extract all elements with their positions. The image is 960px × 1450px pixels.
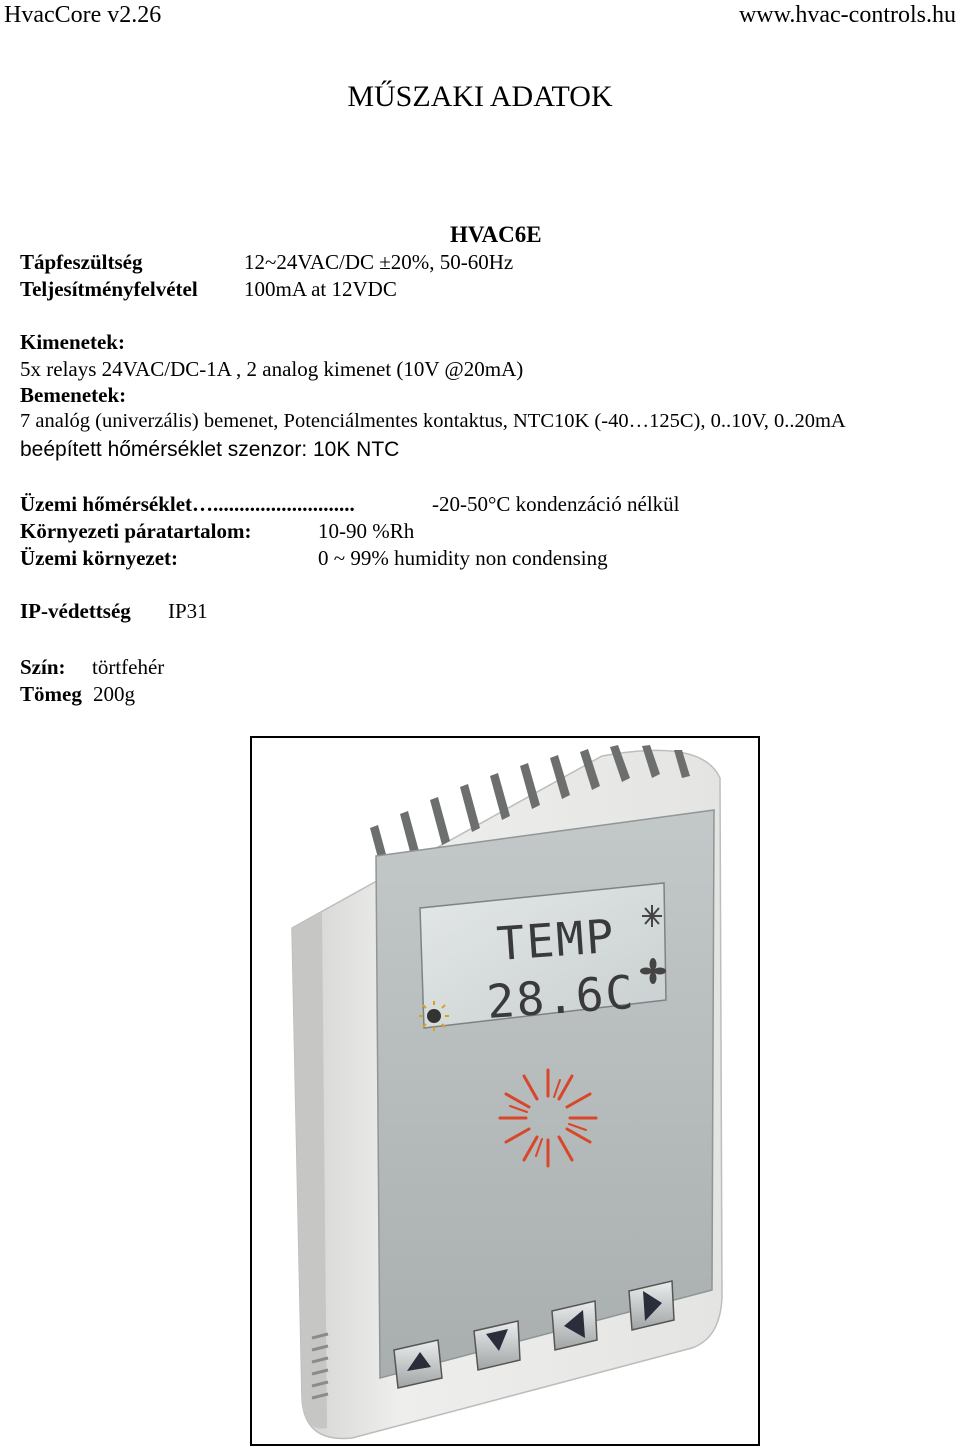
inputs-value: 7 analóg (univerzális) bemenet, Potenciálmentes kontaktus, NTC10K (-40…125C), 0..10V, 0..20mA bbox=[20, 410, 846, 432]
model-name: HVAC6E bbox=[450, 222, 542, 247]
header-left: HvacCore v2.26 bbox=[4, 2, 162, 28]
outputs-label: Kimenetek: bbox=[20, 330, 125, 354]
optemp-label: Üzemi hőmérséklet…........................... bbox=[20, 492, 355, 516]
supply-value: 12~24VAC/DC ±20%, 50-60Hz bbox=[244, 250, 514, 274]
snowflake-icon bbox=[642, 905, 662, 927]
color-value: törtfehér bbox=[92, 655, 165, 679]
humidity-value: 10-90 %Rh bbox=[318, 519, 415, 543]
ip-value: IP31 bbox=[168, 599, 208, 623]
weight-value: 200g bbox=[93, 682, 135, 706]
outputs-value: 5x relays 24VAC/DC-1A , 2 analog kimenet (10V @20mA) bbox=[20, 357, 524, 381]
lcd-line2: 28.6C bbox=[485, 964, 637, 1029]
header-right: www.hvac-controls.hu bbox=[738, 2, 956, 28]
page-title: MŰSZAKI ADATOK bbox=[347, 80, 613, 113]
weight-label: Tömeg bbox=[20, 682, 82, 706]
color-label: Szín: bbox=[20, 655, 66, 679]
lcd-line1: TEMP bbox=[495, 908, 618, 971]
device-photo bbox=[250, 736, 760, 1446]
env-value: 0 ~ 99% humidity non condensing bbox=[318, 546, 608, 570]
supply-label: Tápfeszültség bbox=[20, 250, 143, 274]
device-illustration bbox=[252, 738, 758, 1444]
power-label: Teljesítményfelvétel bbox=[20, 277, 198, 301]
humidity-label: Környezeti páratartalom: bbox=[20, 519, 252, 543]
env-label: Üzemi környezet: bbox=[20, 546, 179, 570]
optemp-value: -20-50°C kondenzáció nélkül bbox=[432, 492, 680, 516]
ip-label: IP-védettség bbox=[20, 599, 131, 623]
inputs-label: Bemenetek: bbox=[20, 383, 127, 407]
sensor-line: beépített hőmérséklet szenzor: 10K NTC bbox=[20, 438, 400, 461]
device-side bbox=[292, 913, 327, 1429]
power-value: 100mA at 12VDC bbox=[244, 277, 397, 301]
